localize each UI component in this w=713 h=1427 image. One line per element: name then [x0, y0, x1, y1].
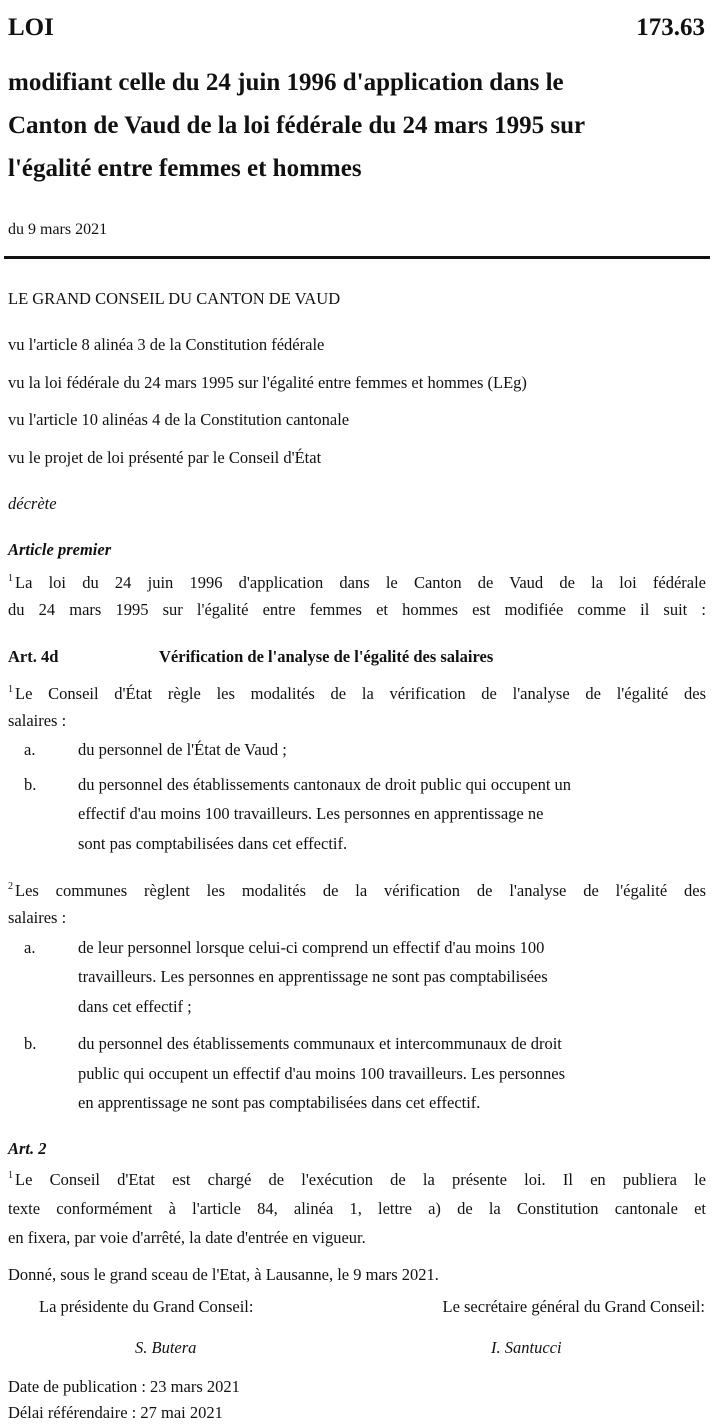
alinea-number: 2: [8, 881, 13, 892]
right-signatory-role: Le secrétaire général du Grand Conseil:: [442, 1297, 705, 1316]
considerant: vu la loi fédérale du 24 mars 1995 sur l'égalité entre femmes et hommes (LEg): [8, 373, 527, 392]
alinea-number: 1: [8, 1170, 13, 1181]
line-text: Le Conseil d'État règle les modalités de la vérification de l'analyse de l'égalité des: [15, 684, 706, 703]
line-text: Le Conseil d'Etat est chargé de l'exécution de la présente loi. Il en publiera le: [15, 1170, 706, 1189]
list-item-line: en apprentissage ne sont pas comptabilisées dans cet effectif.: [78, 1093, 481, 1112]
title-line: l'égalité entre femmes et hommes: [8, 155, 362, 182]
law-title: [8, 61, 708, 190]
list-item-line: du personnel de l'État de Vaud ;: [78, 740, 287, 759]
given-statement: Donné, sous le grand sceau de l'Etat, à Lausanne, le 9 mars 2021.: [8, 1265, 439, 1284]
list-label: b.: [24, 775, 37, 794]
article-premier-line: du 24 mars 1995 sur l'égalité entre femmes et hommes est modifiée comme il suit :: [8, 600, 706, 619]
considerant: vu l'article 8 alinéa 3 de la Constitution fédérale: [8, 335, 325, 354]
left-signatory-role: La présidente du Grand Conseil:: [39, 1297, 254, 1316]
list-item-line: effectif d'au moins 100 travailleurs. Les personnes en apprentissage ne: [78, 804, 544, 823]
art2-line: texte conformément à l'article 84, alinéa 1, lettre a) de la Constitution cantonale et: [8, 1199, 706, 1218]
art4d-al2-line: salaires :: [8, 908, 67, 927]
referendum-deadline: Délai référendaire : 27 mai 2021: [8, 1403, 223, 1422]
header-divider: [4, 256, 710, 259]
alinea-number: 1: [8, 573, 13, 584]
publication-date: Date de publication : 23 mars 2021: [8, 1377, 240, 1396]
list-item-line: public qui occupent un effectif d'au moins 100 travailleurs. Les personnes: [78, 1064, 565, 1083]
line-text: Les communes règlent les modalités de la vérification de l'analyse de l'égalité des: [15, 881, 706, 900]
article-premier-line: [8, 573, 706, 593]
list-item-line: du personnel des établissements communaux et intercommunaux de droit: [78, 1034, 562, 1053]
art4d-al2-line: [8, 881, 706, 901]
alinea-number: 1: [8, 684, 13, 695]
art2-heading: Art. 2: [8, 1139, 47, 1158]
decree: décrète: [8, 494, 57, 513]
art2-line: en fixera, par voie d'arrêté, la date d'entrée en vigueur.: [8, 1228, 366, 1247]
authority: LE GRAND CONSEIL DU CANTON DE VAUD: [8, 289, 341, 308]
considerant: vu l'article 10 alinéas 4 de la Constitution cantonale: [8, 410, 350, 429]
law-date: du 9 mars 2021: [8, 221, 108, 238]
art4d-al1-line: [8, 684, 706, 704]
considerant: vu le projet de loi présenté par le Conseil d'État: [8, 448, 322, 467]
law-type: LOI: [8, 14, 54, 41]
left-signatory-name: S. Butera: [135, 1338, 197, 1357]
art4d-title: Vérification de l'analyse de l'égalité des salaires: [159, 647, 494, 666]
art4d-al1-line: salaires :: [8, 711, 67, 730]
list-item-line: travailleurs. Les personnes en apprentissage ne sont pas comptabilisées: [78, 967, 548, 986]
list-item-line: du personnel des établissements cantonaux de droit public qui occupent un: [78, 775, 572, 794]
title-line: modifiant celle du 24 juin 1996 d'application dans le: [8, 69, 564, 96]
art2-line: [8, 1170, 706, 1190]
list-label: a.: [24, 938, 36, 957]
right-signatory-name: I. Santucci: [491, 1338, 562, 1357]
line-text: La loi du 24 juin 1996 d'application dans le Canton de Vaud de la loi fédérale: [15, 573, 706, 592]
title-line: Canton de Vaud de la loi fédérale du 24 mars 1995 sur: [8, 112, 586, 139]
law-number: 173.63: [636, 14, 705, 41]
art4d-number: Art. 4d: [8, 647, 59, 666]
article-premier-heading: Article premier: [8, 540, 112, 559]
list-label: a.: [24, 740, 36, 759]
list-item-line: dans cet effectif ;: [78, 997, 192, 1016]
list-item-line: sont pas comptabilisées dans cet effectif.: [78, 834, 348, 853]
list-item-line: de leur personnel lorsque celui-ci comprend un effectif d'au moins 100: [78, 938, 545, 957]
list-label: b.: [24, 1034, 37, 1053]
